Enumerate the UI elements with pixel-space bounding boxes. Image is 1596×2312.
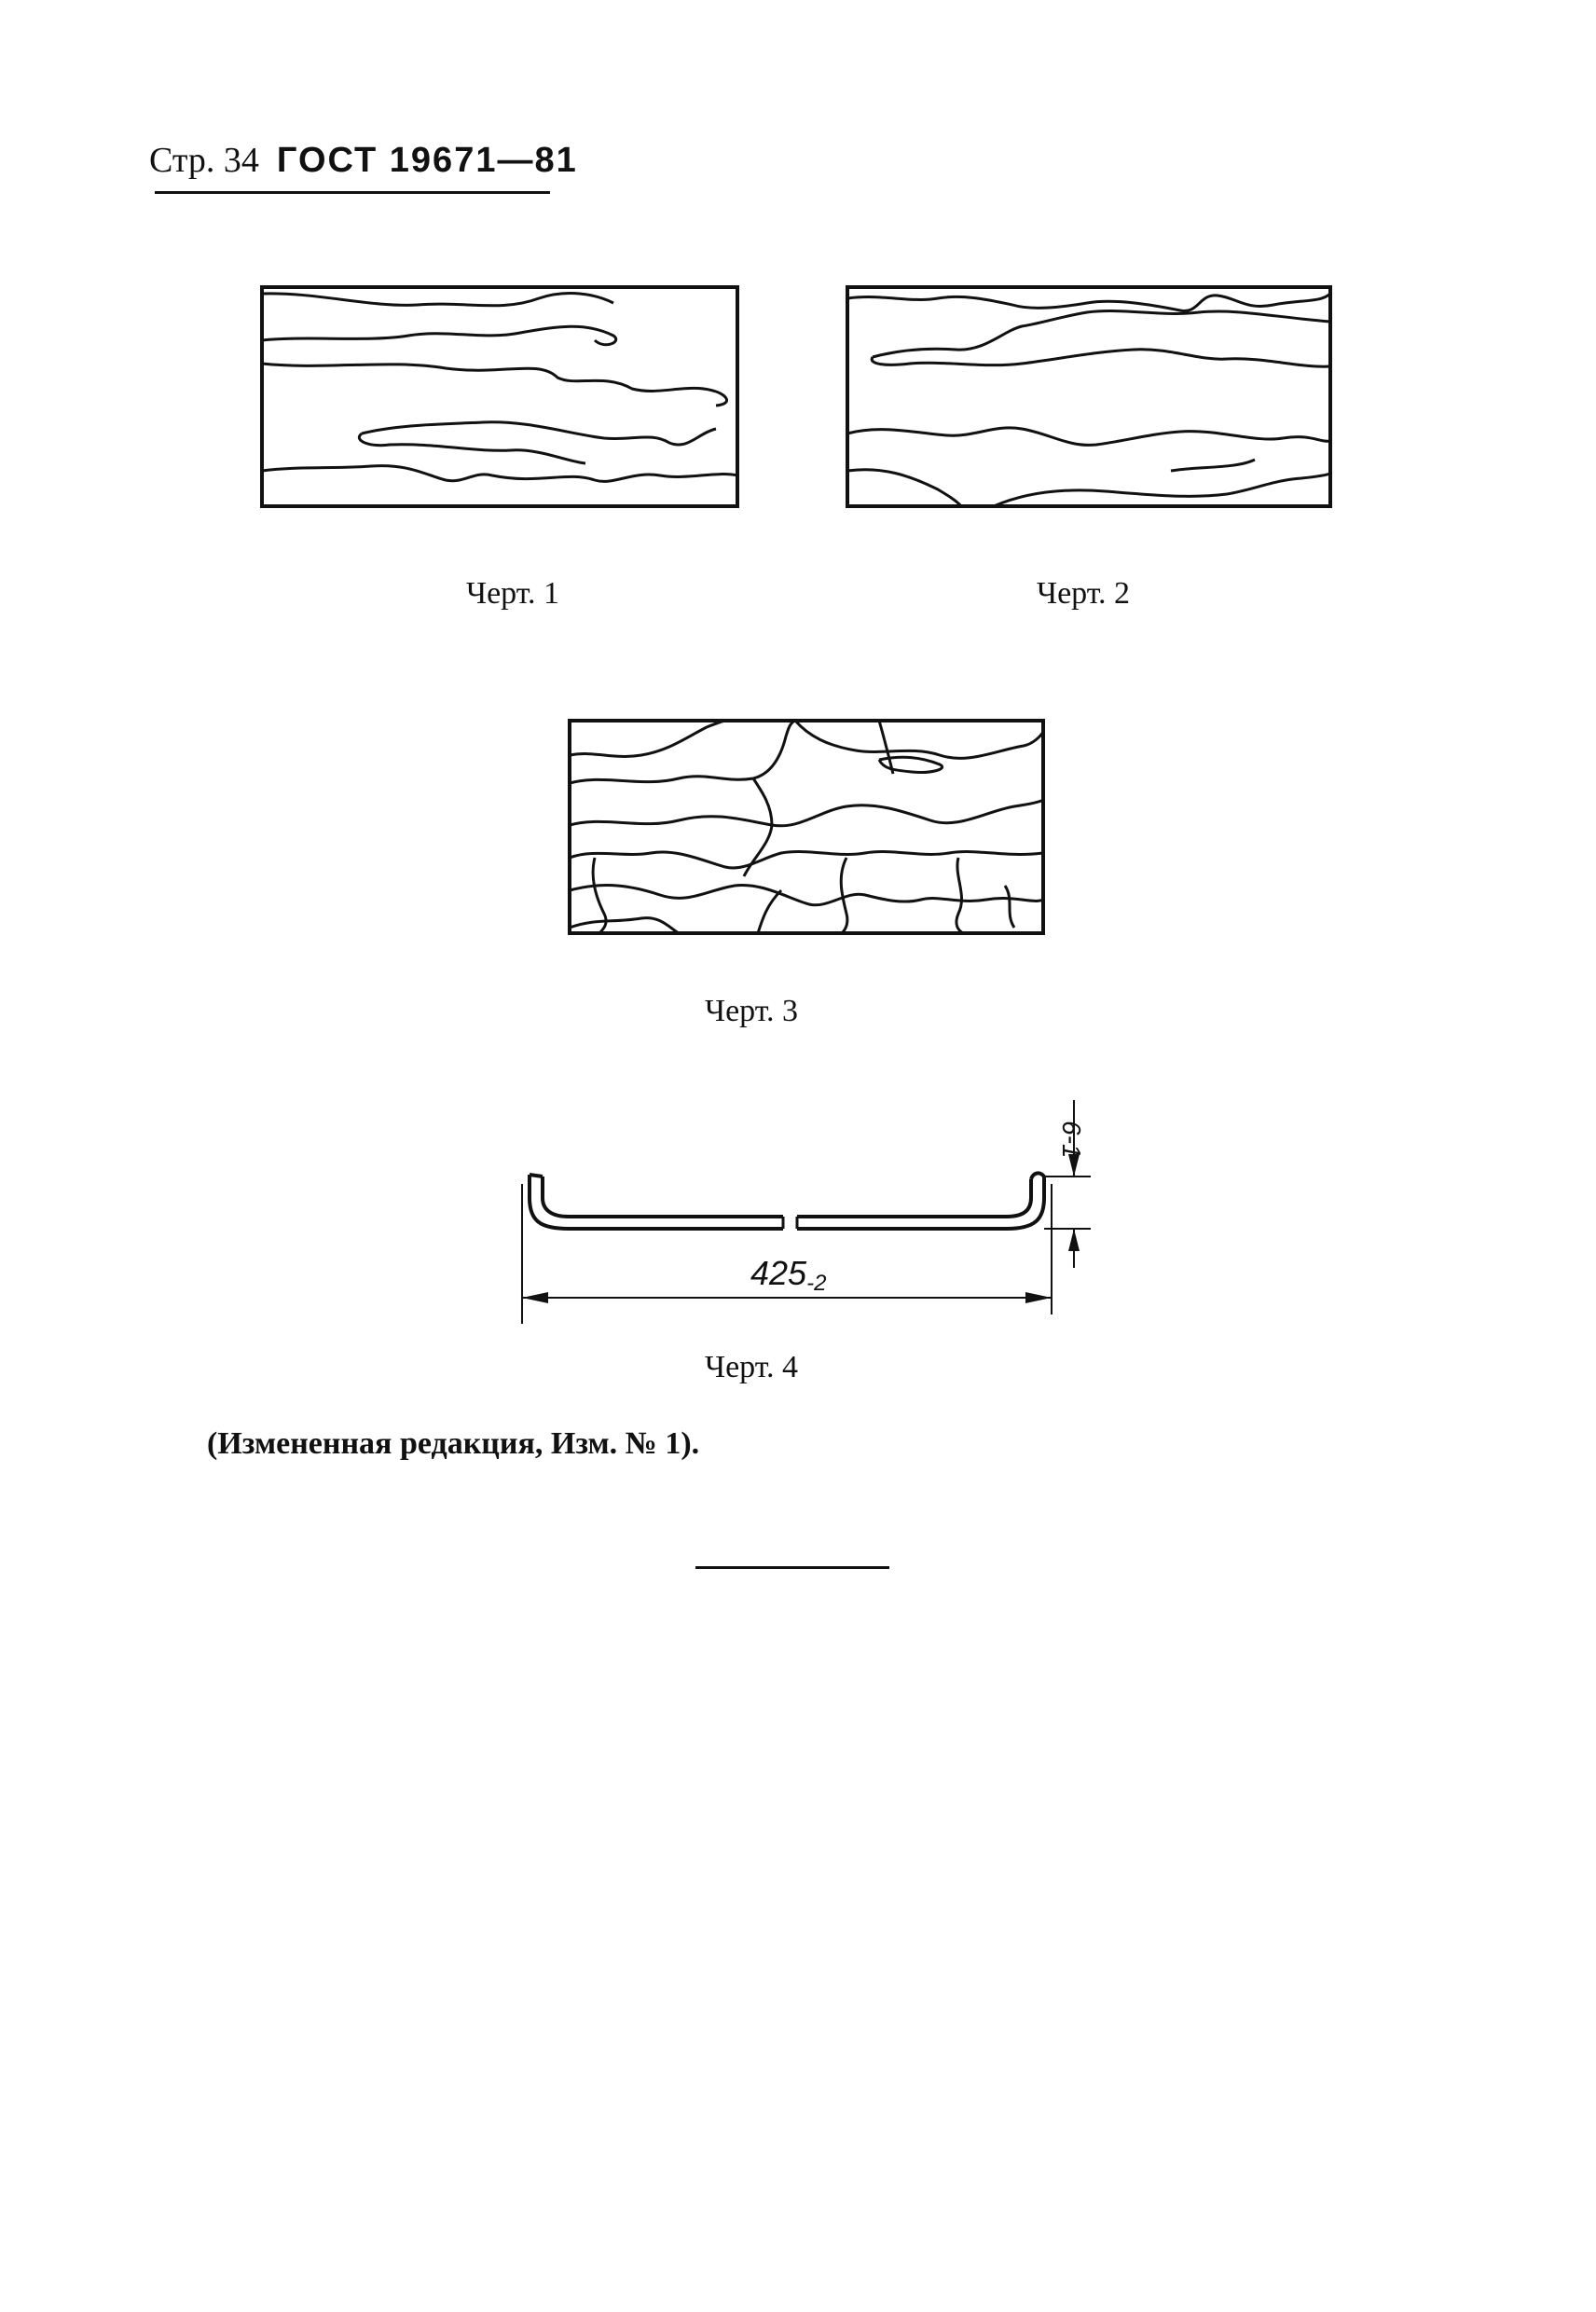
figure-1-microstructure [259,284,744,510]
amendment-note: (Измененная редакция, Изм. № 1). [207,1426,700,1461]
page-number: Стр. 34 [149,141,259,180]
figure-4-caption: Черт. 4 [704,1350,799,1384]
figure-2-microstructure [845,284,1337,510]
page-header [149,140,578,181]
figure-3-caption: Черт. 3 [704,994,799,1028]
figure-4-part-drawing [503,1063,1119,1342]
figure-2-caption: Черт. 2 [1036,576,1131,611]
figure-3-microstructure [567,718,1050,938]
height-dimension-label: 6-1 [1057,1121,1086,1159]
figure-1-caption: Черт. 1 [465,576,560,611]
header-rule [155,191,550,194]
length-dimension-label: 425-2 [750,1254,827,1296]
end-rule [695,1566,889,1569]
standard-number: ГОСТ 19671—81 [276,141,578,180]
